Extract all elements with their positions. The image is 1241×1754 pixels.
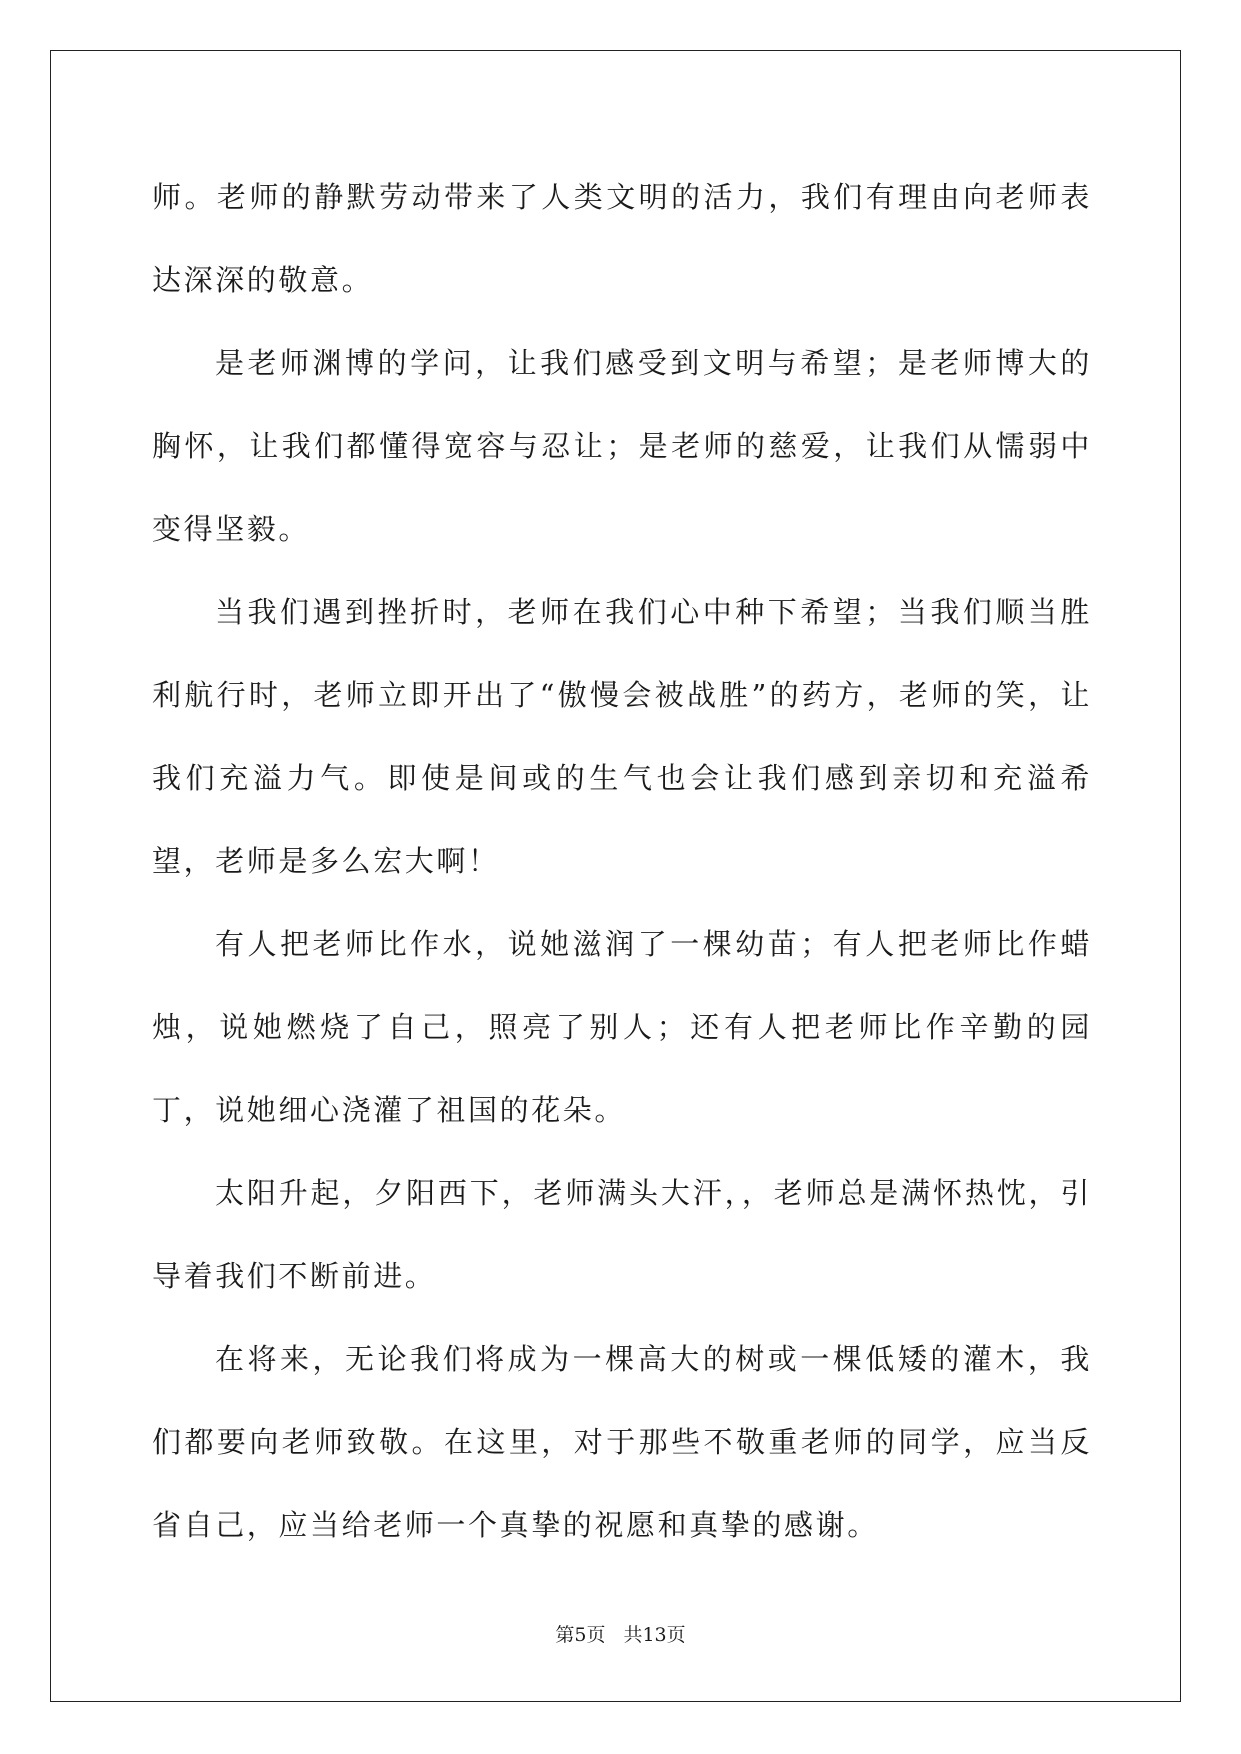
- paragraph-2: 是老师渊博的学问，让我们感受到文明与希望；是老师博大的胸怀，让我们都懂得宽容与忍让；是老师的慈爱，让我们从懦弱中变得坚毅。: [152, 346, 1092, 546]
- paragraph-1: 师。老师的静默劳动带来了人类文明的活力，我们有理由向老师表达深深的敬意。: [152, 180, 1092, 297]
- page-footer: [0, 1623, 1241, 1647]
- paragraph-3: 当我们遇到挫折时，老师在我们心中种下希望；当我们顺当胜利航行时，老师立即开出了“傲慢会被战胜”的药方，老师的笑，让我们充溢力气。即使是间或的生气也会让我们感到亲切和充溢希望，老师是多么宏大啊！: [152, 595, 1092, 878]
- page-number: 第5页: [555, 1624, 606, 1646]
- paragraph-6: 在将来，无论我们将成为一棵高大的树或一棵低矮的灌木，我们都要向老师致敬。在这里，对于那些不敬重老师的同学，应当反省自己，应当给老师一个真挚的祝愿和真挚的感谢。: [152, 1342, 1092, 1542]
- page-total: 共13页: [623, 1624, 686, 1646]
- document-body: [152, 156, 1092, 1567]
- paragraph-4: 有人把老师比作水，说她滋润了一棵幼苗；有人把老师比作蜡烛，说她燃烧了自己，照亮了别人；还有人把老师比作辛勤的园丁，说她细心浇灌了祖国的花朵。: [152, 927, 1092, 1127]
- paragraph-5: 太阳升起，夕阳西下，老师满头大汗，，老师总是满怀热忱，引导着我们不断前进。: [152, 1176, 1092, 1293]
